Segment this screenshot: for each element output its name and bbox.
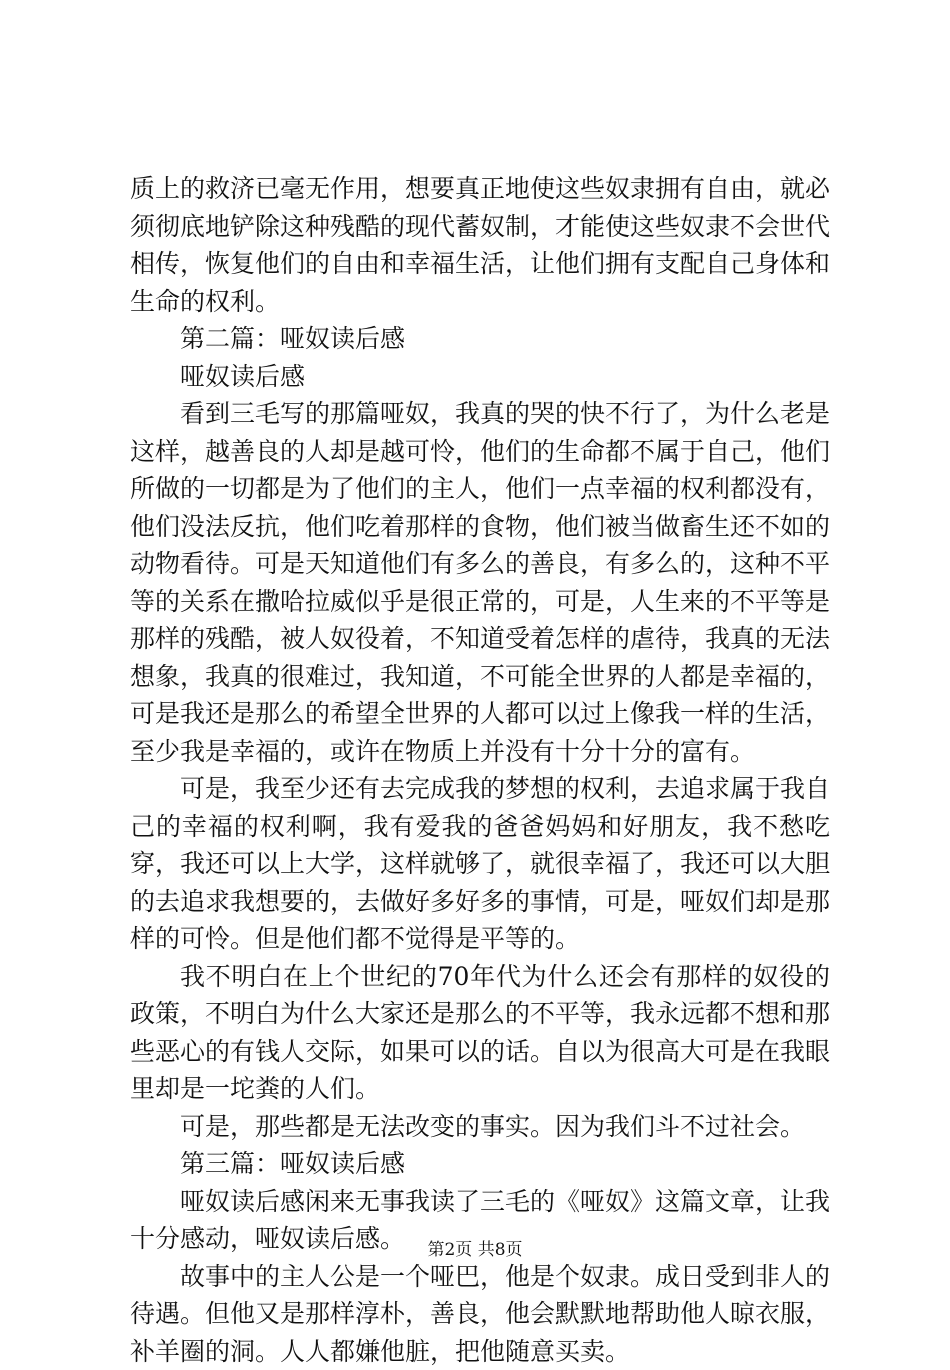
paragraph: 我不明白在上个世纪的70年代为什么还会有那样的奴役的政策，不明白为什么大家还是那么的不平等，我永远都不想和那些恶心的有钱人交际，如果可以的话。自以为很高大可是在我眼里却是一坨粪的人们。 <box>130 958 830 1108</box>
page-number-footer: 第2页 共8页 <box>0 1238 950 1262</box>
section-subtitle: 哑奴读后感 <box>130 358 830 396</box>
section-heading-part-three: 第三篇：哑奴读后感 <box>130 1145 830 1183</box>
paragraph: 可是，那些都是无法改变的事实。因为我们斗不过社会。 <box>130 1108 830 1146</box>
section-heading-part-two: 第二篇：哑奴读后感 <box>130 320 830 358</box>
paragraph: 故事中的主人公是一个哑巴，他是个奴隶。成日受到非人的待遇。但他又是那样淳朴，善良，他会默默地帮助他人晾衣服，补羊圈的洞。人人都嫌他脏，把他随意买卖。 <box>130 1258 830 1370</box>
paragraph: 可是，我至少还有去完成我的梦想的权利，去追求属于我自己的幸福的权利啊，我有爱我的爸爸妈妈和好朋友，我不愁吃穿，我还可以上大学，这样就够了，就很幸福了，我还可以大胆的去追求我想要的，去做好多好多的事情，可是，哑奴们却是那样的可怜。但是他们都不觉得是平等的。 <box>130 770 830 958</box>
document-body <box>130 170 830 1370</box>
paragraph: 看到三毛写的那篇哑奴，我真的哭的快不行了，为什么老是这样，越善良的人却是越可怜，他们的生命都不属于自己，他们所做的一切都是为了他们的主人，他们一点幸福的权利都没有，他们没法反抗，他们吃着那样的食物，他们被当做畜生还不如的动物看待。可是天知道他们有多么的善良，有多么的，这种不平等的关系在撒哈拉威似乎是很正常的，可是，人生来的不平等是那样的残酷，被人奴役着，不知道受着怎样的虐待，我真的无法想象，我真的很难过，我知道，不可能全世界的人都是幸福的，可是我还是那么的希望全世界的人都可以过上像我一样的生活，至少我是幸福的，或许在物质上并没有十分十分的富有。 <box>130 395 830 770</box>
paragraph-continuation: 质上的救济已毫无作用，想要真正地使这些奴隶拥有自由，就必须彻底地铲除这种残酷的现代蓄奴制，才能使这些奴隶不会世代相传，恢复他们的自由和幸福生活，让他们拥有支配自己身体和生命的权利。 <box>130 170 830 320</box>
paragraph: 哑奴读后感闲来无事我读了三毛的《哑奴》这篇文章，让我十分感动，哑奴读后感。 <box>130 1183 830 1258</box>
